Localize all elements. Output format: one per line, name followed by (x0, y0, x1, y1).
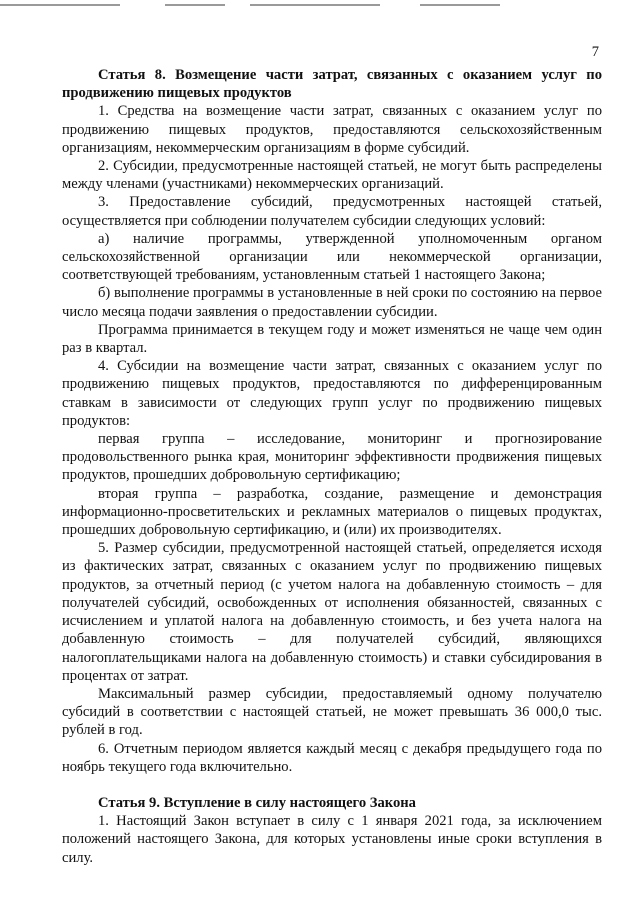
article-9-paragraph-1: 1. Настоящий Закон вступает в силу с 1 января 2021 года, за исключением положений настоящего Закона, для которых установлены иные сроки вступления в силу. (62, 813, 602, 866)
scan-artifact-line (0, 4, 120, 6)
article-8-paragraph-3: 3. Предоставление субсидий, предусмотренных настоящей статьей, осуществляется при соблюдении получателем субсидии следующих условий: (62, 194, 602, 229)
article-8-title: Статья 8. Возмещение части затрат, связанных с оказанием услуг по продвижению пищевых продуктов (62, 67, 602, 102)
article-8-paragraph-2: 2. Субсидии, предусмотренные настоящей статьей, не могут быть распределены между членами (участниками) некоммерческих организаций. (62, 158, 602, 193)
article-8-group-1: первая группа – исследование, мониторинг и прогнозирование продовольственного рынка края, мониторинг эффективности продвижения пищевых продуктов, прошедших добровольную сертификацию; (62, 431, 602, 484)
article-8-program-note: Программа принимается в текущем году и может изменяться не чаще чем один раз в квартал. (62, 321, 602, 357)
article-8-group-2: вторая группа – разработка, создание, размещение и демонстрация информационно-просветительских и рекламных материалов о пищевых продуктах, прошедших добровольную сертификацию, и (или) их производителях. (62, 485, 602, 539)
article-8-max-subsidy: Максимальный размер субсидии, предоставляемый одному получателю субсидий в соответствии с настоящей статьей, не может превышать 36 000,0 тыс. рублей в год. (62, 685, 602, 739)
article-8-condition-a: а) наличие программы, утвержденной уполномоченным органом сельскохозяйственной организации или некоммерческой организации, соответствующей требованиям, установленным статьей 1 настоящего Закона; (62, 230, 602, 284)
article-8-paragraph-1: 1. Средства на возмещение части затрат, связанных с оказанием услуг по продвижению пищевых продуктов, предоставляются сельскохозяйственным организациям, некоммерческим организациям в форме субсидий. (62, 103, 602, 156)
page-number: 7 (591, 44, 599, 60)
scan-artifact-line (165, 4, 225, 6)
scan-artifact-line (250, 4, 380, 6)
article-9-title: Статья 9. Вступление в силу настоящего Закона (98, 794, 416, 811)
article-8-paragraph-5: 5. Размер субсидии, предусмотренной настоящей статьей, определяется исходя из фактических затрат, связанных с оказанием услуг по продвижению пищевых продуктов, за отчетный период (с учетом налога на добавленную стоимость – для получателей субсидий, освобожденных от исполнения обязанностей, связанных с исчислением и уплатой налога на добавленную стоимость, и без учета налога на добавленную стоимость – для получателей субсидий, являющихся налогоплательщиками налога на добавленную стоимость) и ставки субсидирования в процентах от затрат. (62, 540, 602, 684)
article-8-paragraph-4: 4. Субсидии на возмещение части затрат, связанных с оказанием услуг по продвижению пищевых продуктов, предоставляются по дифференцированным ставкам в зависимости от следующих групп услуг по продвижению пищевых продуктов: (62, 358, 602, 429)
scan-artifact-line (420, 4, 500, 6)
section-gap (62, 776, 602, 794)
article-8-paragraph-6: 6. Отчетным периодом является каждый месяц с декабря предыдущего года по ноябрь текущего года включительно. (62, 740, 602, 775)
article-8-condition-b: б) выполнение программы в установленные в ней сроки по состоянию на первое число месяца подачи заявления о предоставлении субсидии. (62, 285, 602, 320)
document-body (62, 66, 602, 867)
